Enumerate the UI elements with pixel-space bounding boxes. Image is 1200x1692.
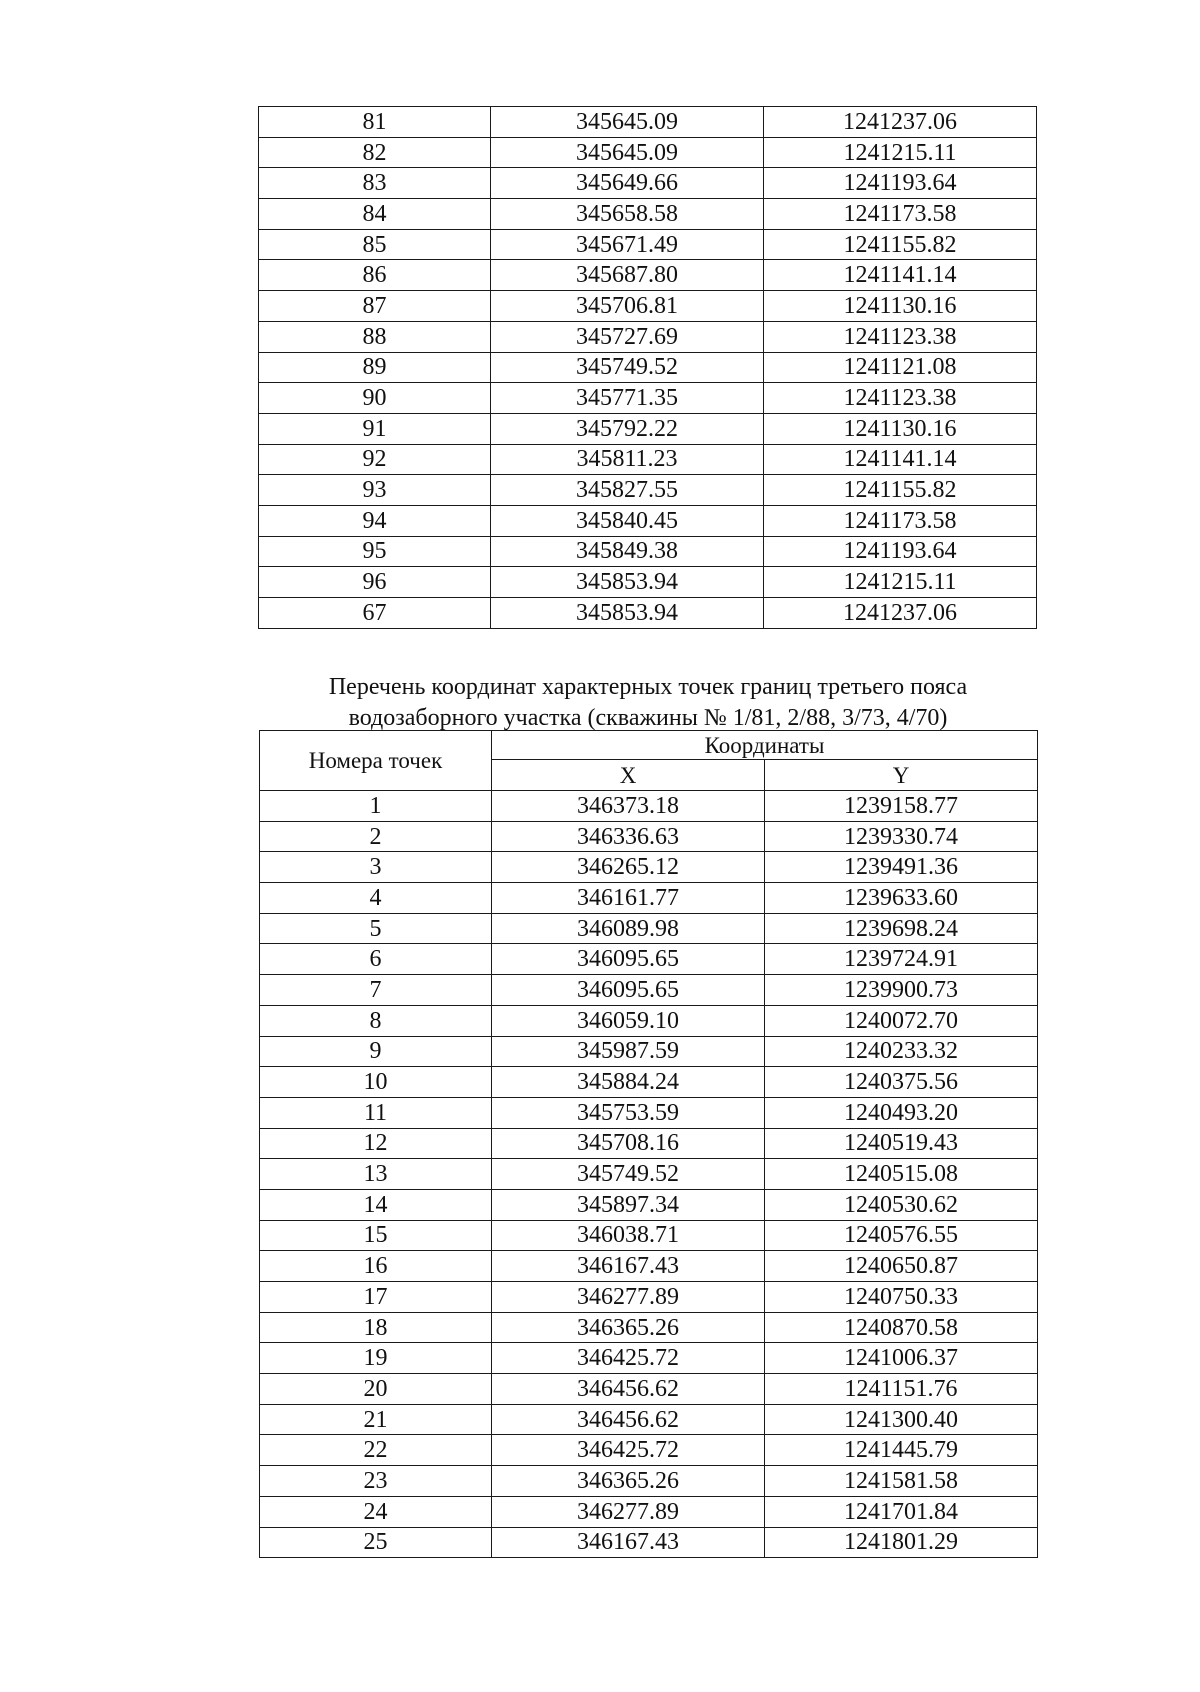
table-row	[259, 505, 1037, 536]
x-coordinate-cell: 346456.62	[492, 1404, 765, 1435]
point-number-cell: 1	[260, 791, 492, 822]
y-coordinate-cell: 1241701.84	[765, 1496, 1038, 1527]
y-coordinate-cell: 1241151.76	[765, 1374, 1038, 1405]
x-coordinate-cell: 346365.26	[492, 1466, 765, 1497]
y-coordinate-cell: 1240493.20	[765, 1097, 1038, 1128]
table-row	[260, 944, 1038, 975]
y-coordinate-cell: 1241121.08	[764, 352, 1037, 383]
x-coordinate-cell: 345658.58	[491, 199, 764, 230]
point-number-cell: 9	[260, 1036, 492, 1067]
x-coordinate-cell: 345987.59	[492, 1036, 765, 1067]
table-row	[260, 852, 1038, 883]
x-coordinate-cell: 346167.43	[492, 1251, 765, 1282]
table-row	[259, 168, 1037, 199]
y-coordinate-cell: 1239330.74	[765, 821, 1038, 852]
x-coordinate-cell: 346336.63	[492, 821, 765, 852]
point-number-cell: 91	[259, 413, 491, 444]
x-coordinate-cell: 345749.52	[492, 1159, 765, 1190]
table-row	[260, 1251, 1038, 1282]
y-coordinate-cell: 1241155.82	[764, 229, 1037, 260]
x-coordinate-cell: 345645.09	[491, 107, 764, 138]
y-coordinate-cell: 1241215.11	[764, 567, 1037, 598]
point-number-cell: 23	[260, 1466, 492, 1497]
y-coordinate-cell: 1241237.06	[764, 107, 1037, 138]
point-number-cell: 5	[260, 913, 492, 944]
point-number-cell: 8	[260, 1005, 492, 1036]
x-coordinate-cell: 346425.72	[492, 1343, 765, 1374]
y-coordinate-cell: 1241445.79	[765, 1435, 1038, 1466]
point-number-cell: 88	[259, 321, 491, 352]
coordinates-table-body	[259, 107, 1037, 629]
point-number-cell: 81	[259, 107, 491, 138]
table-row	[260, 1404, 1038, 1435]
y-coordinate-cell: 1240515.08	[765, 1159, 1038, 1190]
point-number-cell: 96	[259, 567, 491, 598]
point-number-cell: 94	[259, 505, 491, 536]
point-number-cell: 89	[259, 352, 491, 383]
point-number-cell: 25	[260, 1527, 492, 1558]
y-coordinate-cell: 1239900.73	[765, 975, 1038, 1006]
y-coordinate-cell: 1240576.55	[765, 1220, 1038, 1251]
y-coordinate-cell: 1241581.58	[765, 1466, 1038, 1497]
table-row	[259, 598, 1037, 629]
point-number-cell: 22	[260, 1435, 492, 1466]
point-number-cell: 6	[260, 944, 492, 975]
point-number-cell: 18	[260, 1312, 492, 1343]
y-coordinate-cell: 1240750.33	[765, 1282, 1038, 1313]
table-row	[260, 1159, 1038, 1190]
y-coordinate-cell: 1241801.29	[765, 1527, 1038, 1558]
third-zone-coordinates-table	[259, 730, 1038, 1558]
point-number-cell: 11	[260, 1097, 492, 1128]
y-coordinate-cell: 1241215.11	[764, 137, 1037, 168]
section-title-line1: Перечень координат характерных точек границ третьего пояса	[328, 674, 968, 700]
header-point-numbers: Номера точек	[260, 731, 492, 791]
x-coordinate-cell: 346456.62	[492, 1374, 765, 1405]
y-coordinate-cell: 1241123.38	[764, 321, 1037, 352]
table-row	[259, 536, 1037, 567]
point-number-cell: 3	[260, 852, 492, 883]
point-number-cell: 15	[260, 1220, 492, 1251]
point-number-cell: 90	[259, 383, 491, 414]
point-number-cell: 12	[260, 1128, 492, 1159]
table-row	[260, 1220, 1038, 1251]
x-coordinate-cell: 345727.69	[491, 321, 764, 352]
point-number-cell: 14	[260, 1189, 492, 1220]
y-coordinate-cell: 1239158.77	[765, 791, 1038, 822]
coordinates-table-continued	[258, 106, 1037, 629]
table-row	[260, 1527, 1038, 1558]
x-coordinate-cell: 345706.81	[491, 291, 764, 322]
x-coordinate-cell: 345753.59	[492, 1097, 765, 1128]
y-coordinate-cell: 1239724.91	[765, 944, 1038, 975]
y-coordinate-cell: 1240650.87	[765, 1251, 1038, 1282]
x-coordinate-cell: 345853.94	[491, 567, 764, 598]
x-coordinate-cell: 345827.55	[491, 475, 764, 506]
table-row	[260, 1097, 1038, 1128]
x-coordinate-cell: 346277.89	[492, 1496, 765, 1527]
table-row	[260, 1282, 1038, 1313]
y-coordinate-cell: 1239633.60	[765, 883, 1038, 914]
x-coordinate-cell: 346425.72	[492, 1435, 765, 1466]
point-number-cell: 84	[259, 199, 491, 230]
x-coordinate-cell: 346059.10	[492, 1005, 765, 1036]
y-coordinate-cell: 1241300.40	[765, 1404, 1038, 1435]
table-row	[260, 913, 1038, 944]
table-row	[259, 107, 1037, 138]
x-coordinate-cell: 345671.49	[491, 229, 764, 260]
section-title	[258, 672, 1038, 734]
x-coordinate-cell: 346038.71	[492, 1220, 765, 1251]
point-number-cell: 67	[259, 598, 491, 629]
point-number-cell: 24	[260, 1496, 492, 1527]
table-row	[259, 137, 1037, 168]
y-coordinate-cell: 1239491.36	[765, 852, 1038, 883]
y-coordinate-cell: 1240870.58	[765, 1312, 1038, 1343]
table-row	[260, 1374, 1038, 1405]
point-number-cell: 7	[260, 975, 492, 1006]
y-coordinate-cell: 1241173.58	[764, 505, 1037, 536]
point-number-cell: 10	[260, 1067, 492, 1098]
x-coordinate-cell: 345884.24	[492, 1067, 765, 1098]
y-coordinate-cell: 1241130.16	[764, 291, 1037, 322]
x-coordinate-cell: 345792.22	[491, 413, 764, 444]
y-coordinate-cell: 1241141.14	[764, 260, 1037, 291]
table-row	[260, 1435, 1038, 1466]
x-coordinate-cell: 346277.89	[492, 1282, 765, 1313]
x-coordinate-cell: 345849.38	[491, 536, 764, 567]
x-coordinate-cell: 346167.43	[492, 1527, 765, 1558]
table-row	[259, 291, 1037, 322]
point-number-cell: 20	[260, 1374, 492, 1405]
y-coordinate-cell: 1240072.70	[765, 1005, 1038, 1036]
table-row	[260, 1496, 1038, 1527]
y-coordinate-cell: 1241141.14	[764, 444, 1037, 475]
header-y: Y	[765, 760, 1038, 791]
table-row	[259, 475, 1037, 506]
x-coordinate-cell: 346365.26	[492, 1312, 765, 1343]
point-number-cell: 95	[259, 536, 491, 567]
table-row	[260, 1343, 1038, 1374]
table-row	[259, 444, 1037, 475]
x-coordinate-cell: 346089.98	[492, 913, 765, 944]
table-row	[260, 1466, 1038, 1497]
x-coordinate-cell: 345840.45	[491, 505, 764, 536]
y-coordinate-cell: 1241193.64	[764, 168, 1037, 199]
header-coordinates: Координаты	[492, 731, 1038, 760]
coordinates-table-body	[260, 791, 1038, 1558]
table-row	[260, 1312, 1038, 1343]
table-row	[260, 1128, 1038, 1159]
table-row	[259, 229, 1037, 260]
table-row	[259, 352, 1037, 383]
table-row	[260, 1005, 1038, 1036]
table-row	[259, 383, 1037, 414]
x-coordinate-cell: 346373.18	[492, 791, 765, 822]
x-coordinate-cell: 345897.34	[492, 1189, 765, 1220]
y-coordinate-cell: 1241237.06	[764, 598, 1037, 629]
point-number-cell: 83	[259, 168, 491, 199]
y-coordinate-cell: 1241155.82	[764, 475, 1037, 506]
x-coordinate-cell: 345853.94	[491, 598, 764, 629]
point-number-cell: 85	[259, 229, 491, 260]
x-coordinate-cell: 345749.52	[491, 352, 764, 383]
table-row	[259, 321, 1037, 352]
table-row	[259, 567, 1037, 598]
table-row	[260, 1067, 1038, 1098]
x-coordinate-cell: 345649.66	[491, 168, 764, 199]
x-coordinate-cell: 345687.80	[491, 260, 764, 291]
y-coordinate-cell: 1241173.58	[764, 199, 1037, 230]
y-coordinate-cell: 1240530.62	[765, 1189, 1038, 1220]
table-row	[260, 975, 1038, 1006]
y-coordinate-cell: 1241006.37	[765, 1343, 1038, 1374]
table-row	[259, 260, 1037, 291]
y-coordinate-cell: 1241193.64	[764, 536, 1037, 567]
table-row	[260, 1036, 1038, 1067]
x-coordinate-cell: 346095.65	[492, 944, 765, 975]
table-row	[260, 821, 1038, 852]
table-row	[260, 883, 1038, 914]
point-number-cell: 16	[260, 1251, 492, 1282]
point-number-cell: 82	[259, 137, 491, 168]
y-coordinate-cell: 1241123.38	[764, 383, 1037, 414]
point-number-cell: 87	[259, 291, 491, 322]
x-coordinate-cell: 345771.35	[491, 383, 764, 414]
table-row	[259, 413, 1037, 444]
y-coordinate-cell: 1239698.24	[765, 913, 1038, 944]
y-coordinate-cell: 1240375.56	[765, 1067, 1038, 1098]
point-number-cell: 93	[259, 475, 491, 506]
x-coordinate-cell: 345708.16	[492, 1128, 765, 1159]
y-coordinate-cell: 1241130.16	[764, 413, 1037, 444]
table-header	[260, 731, 1038, 791]
x-coordinate-cell: 346095.65	[492, 975, 765, 1006]
y-coordinate-cell: 1240233.32	[765, 1036, 1038, 1067]
point-number-cell: 92	[259, 444, 491, 475]
header-x: X	[492, 760, 765, 791]
point-number-cell: 17	[260, 1282, 492, 1313]
table-row	[259, 199, 1037, 230]
point-number-cell: 4	[260, 883, 492, 914]
table-row	[260, 791, 1038, 822]
point-number-cell: 21	[260, 1404, 492, 1435]
x-coordinate-cell: 345811.23	[491, 444, 764, 475]
section-title-line2: водозаборного участка (скважины № 1/81, 2/88, 3/73, 4/70)	[348, 705, 948, 731]
x-coordinate-cell: 345645.09	[491, 137, 764, 168]
point-number-cell: 19	[260, 1343, 492, 1374]
table-row	[260, 1189, 1038, 1220]
x-coordinate-cell: 346265.12	[492, 852, 765, 883]
y-coordinate-cell: 1240519.43	[765, 1128, 1038, 1159]
point-number-cell: 86	[259, 260, 491, 291]
point-number-cell: 2	[260, 821, 492, 852]
x-coordinate-cell: 346161.77	[492, 883, 765, 914]
point-number-cell: 13	[260, 1159, 492, 1190]
